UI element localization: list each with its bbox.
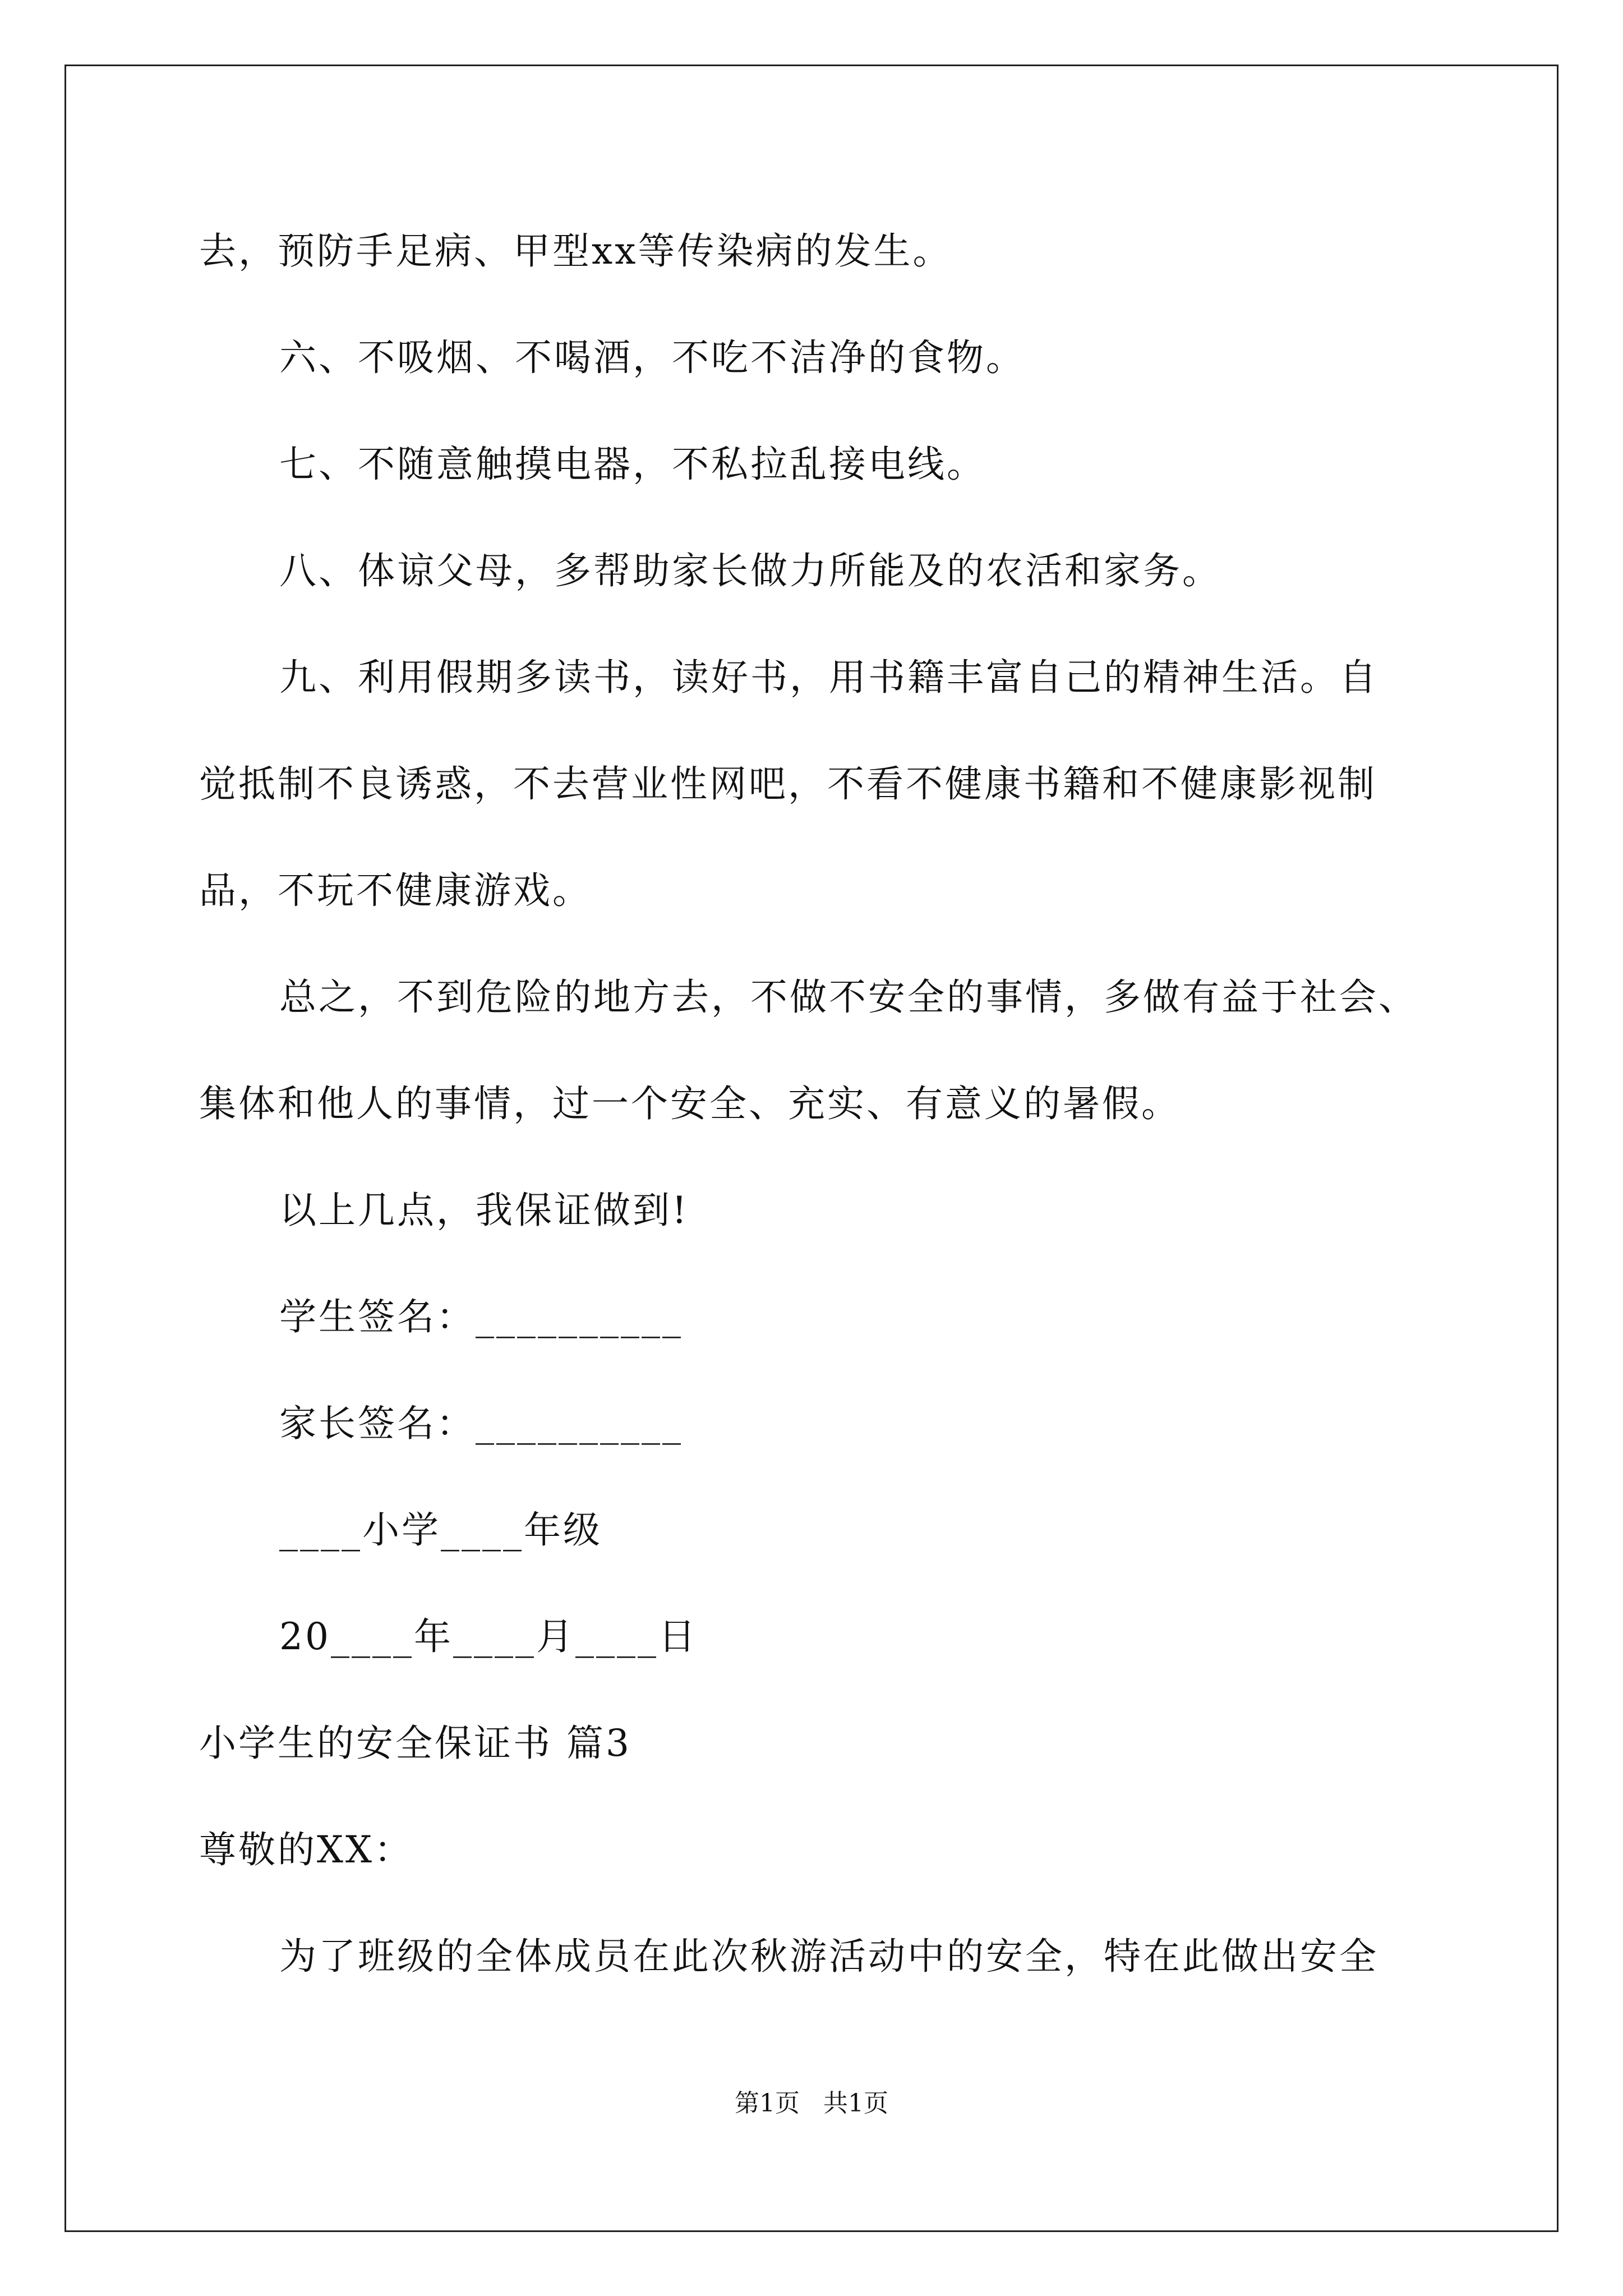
salutation: 尊敬的XX：	[199, 1828, 413, 1871]
student-signature-line: 学生签名：__________	[279, 1295, 683, 1338]
date-line: 20____年____月____日	[279, 1615, 698, 1658]
text-line-4: 八、体谅父母，多帮助家长做力所能及的农活和家务。	[279, 549, 1221, 592]
text-line-5: 九、利用假期多读书，读好书，用书籍丰富自己的精神生活。自	[279, 656, 1378, 699]
text-line-1: 去，预防手足病、甲型xx等传染病的发生。	[199, 229, 952, 273]
text-line-2: 六、不吸烟、不喝酒，不吃不洁净的食物。	[279, 336, 1025, 379]
text-line-9: 集体和他人的事情，过一个安全、充实、有意义的暑假。	[199, 1082, 1181, 1125]
text-line-7: 品，不玩不健康游戏。	[199, 869, 592, 912]
text-line-6: 觉抵制不良诱惑，不去营业性网吧，不看不健康书籍和不健康影视制	[199, 762, 1377, 806]
school-grade-line: ____小学____年级	[279, 1508, 602, 1552]
text-line-10: 以上几点，我保证做到!	[279, 1189, 689, 1232]
page-number-footer: 第1页 共1页	[735, 2089, 888, 2118]
parent-signature-line: 家长签名：__________	[279, 1402, 683, 1445]
section-heading: 小学生的安全保证书 篇3	[199, 1722, 631, 1765]
text-line-8: 总之，不到危险的地方去，不做不安全的事情，多做有益于社会、	[279, 976, 1418, 1019]
text-line-3: 七、不随意触摸电器，不私拉乱接电线。	[279, 443, 986, 486]
text-line-17: 为了班级的全体成员在此次秋游活动中的安全，特在此做出安全	[279, 1935, 1378, 1978]
page-border	[64, 65, 1559, 2232]
